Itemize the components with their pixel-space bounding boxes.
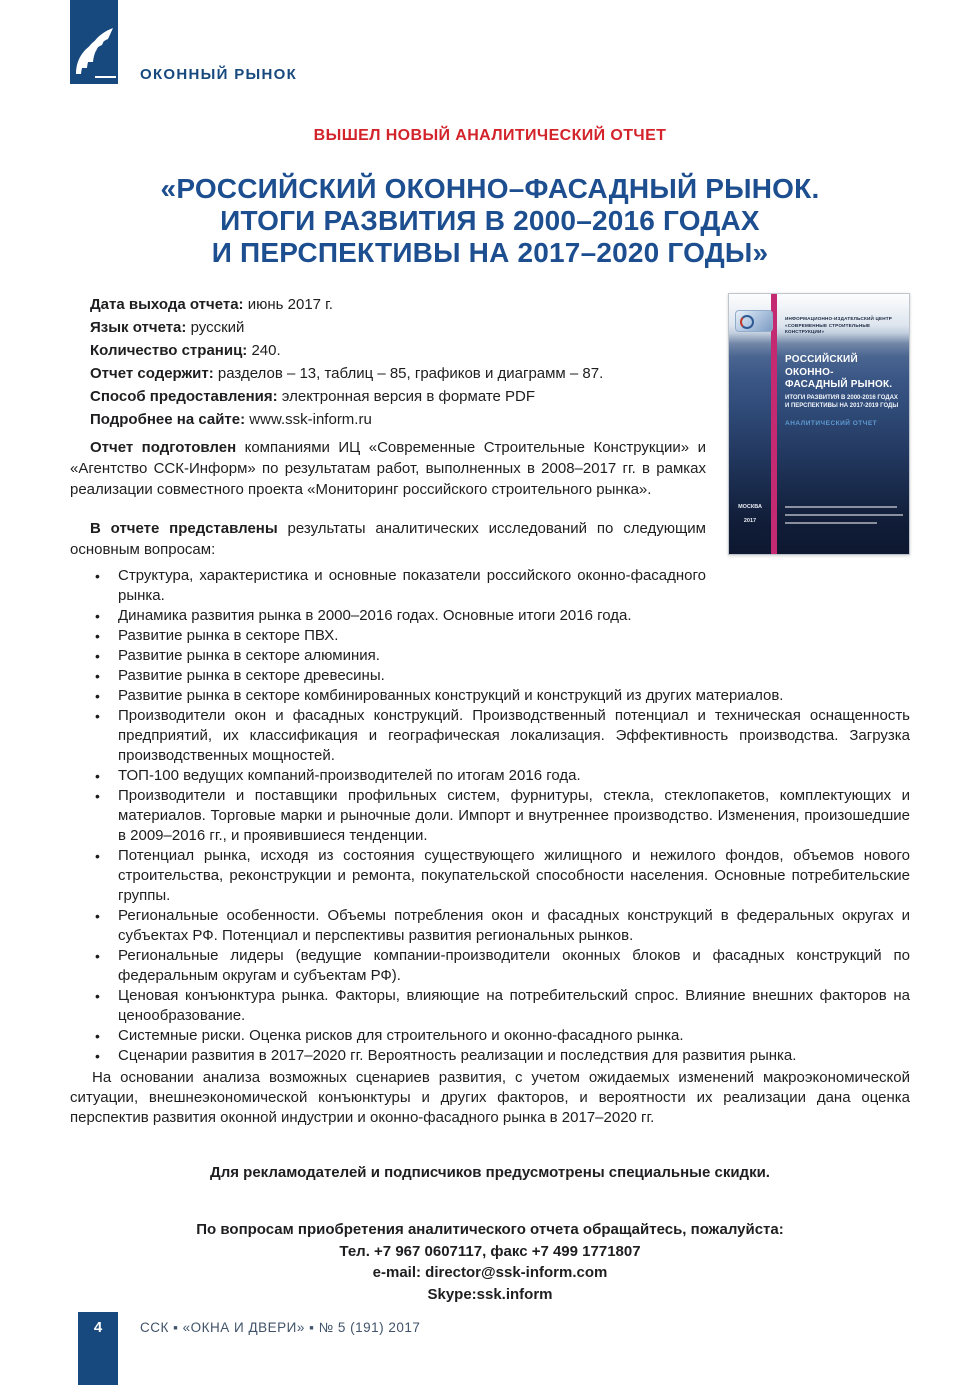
report-title [70,173,910,269]
cover-publisher-line1: ИНФОРМАЦИОННО-ИЗДАТЕЛЬСКИЙ ЦЕНТР [785,316,893,321]
detail-value: разделов – 13, таблиц – 85, графиков и диаграмм – 87. [217,365,604,382]
detail-label: Язык отчета: [90,319,187,336]
cover-contact-text-line [785,506,897,508]
paragraph-text: компаниями ИЦ «Современные Строительные Конструкции» и «Агентство ССК-Информ» по результатам работ, выполненных в 2008–2017 гг. в рамках реализации совместного проекта «Мониторинг российского строительного рынка». [70,439,706,498]
cover-city: МОСКВА [738,504,762,510]
cover-contact-text-line [785,522,877,524]
list-item: • Системные риски. Оценка рисков для строительного и оконно-фасадного рынка. [70,1026,910,1046]
report-title-line-1: «РОССИЙСКИЙ ОКОННО–ФАСАДНЫЙ РЫНОК. [160,173,820,204]
list-item: • Развитие рынка в секторе древесины. [70,666,910,686]
list-item: • Сценарии развития в 2017–2020 гг. Вероятность реализации и последствия для развития рынка. [70,1046,910,1066]
detail-value: электронная версия в формате PDF [281,388,536,405]
cover-title-line1: РОССИЙСКИЙ ОКОННО- [785,354,858,378]
list-item: • ТОП-100 ведущих компаний-производителей по итогам 2016 года. [70,766,910,786]
list-item: • Развитие рынка в секторе алюминия. [70,646,910,666]
contact-heading: По вопросам приобретения аналитического отчета обращайтесь, пожалуйста: [196,1221,784,1238]
cover-contact-text-line [785,514,903,516]
cover-subtitle-line2: И ПЕРСПЕКТИВЫ НА 2017-2019 ГОДЫ [785,403,899,409]
contact-email-line[interactable]: e-mail: director@ssk-inform.com [372,1264,608,1281]
list-item: • Развитие рынка в секторе комбинированных конструкций и конструкций из других материалов. [70,686,910,706]
paragraph-text: результаты аналитических исследований по следующим основным вопросам: [70,520,706,558]
cover-title-line2: ФАСАДНЫЙ РЫНОК. [785,379,893,390]
detail-value: русский [190,319,245,336]
contact-skype-line: Skype:ssk.inform [427,1285,553,1303]
cover-doc-type: АНАЛИТИЧЕСКИЙ ОТЧЕТ [785,420,878,427]
discount-note: Для рекламодателей и подписчиков предусмотрены специальные скидки. [210,1164,770,1181]
fanned-pages-icon [70,0,118,84]
article-body [70,127,910,1305]
cover-publisher-line2: «СОВРЕМЕННЫЕ СТРОИТЕЛЬНЫЕ КОНСТРУКЦИИ» [785,322,871,335]
article-content [70,293,910,1128]
cover-subtitle-line1: ИТОГИ РАЗВИТИЯ В 2000-2016 ГОДАХ [785,395,898,401]
cover-pink-stripe [771,294,777,554]
report-title-line-3: И ПЕРСПЕКТИВЫ НА 2017–2020 ГОДЫ» [211,237,769,268]
cover-title [785,354,909,392]
list-item: • Ценовая конъюнктура рынка. Факторы, влияющие на потребительский спрос. Влияние внешних факторов на ценообразование. [70,986,910,1026]
detail-label: Количество страниц: [90,342,248,359]
list-item: • Производители окон и фасадных конструкций. Производственный потенциал и техническая оснащенность предприятий, их классификация и географическая локализация. Эффективность производства. Загрузка производственных мощностей. [70,706,910,766]
list-item: • Производители и поставщики профильных систем, фурнитуры, стекла, стеклопакетов, комплектующих и материалов. Торговые марки и рыночные доли. Импорт и внутреннее производство. Изменения, произошедшие в 2009–2016 гг., и проявившиеся тенденции. [70,786,910,846]
website-url[interactable]: www.ssk-inform.ru [249,411,372,428]
detail-label: Дата выхода отчета: [90,296,244,313]
detail-label: Подробнее на сайте: [90,411,246,428]
cover-publisher-name [785,316,909,336]
cover-publisher-logo [735,310,773,332]
contact-phone-line: Тел. +7 967 0607117, факс +7 499 1771807 [339,1242,641,1260]
detail-value: июнь 2017 г. [247,296,333,313]
cover-year: 2017 [743,518,757,524]
page-number-block [78,1312,118,1385]
paragraph-closing: На основании анализа возможных сценариев развития, с учетом ожидаемых изменений макроэкономической ситуации, внешнеэкономической конъюнктуры и других факторов, и вероятности их реализации дана оценка перспектив развития оконной индустрии и оконно-фасадного рынка в 2017–2020 гг. [70,1069,910,1126]
list-item: • Региональные особенности. Объемы потребления окон и фасадных конструкций в федеральных округах и субъектах РФ. Потенциал и перспективы развития региональных рынков. [70,906,910,946]
list-item: • Развитие рынка в секторе ПВХ. [70,626,910,646]
list-item: • Структура, характеристика и основные показатели российского оконно-фасадного рынка. [70,566,910,606]
list-item: • Динамика развития рынка в 2000–2016 годах. Основные итоги 2016 года. [70,606,910,626]
section-label: ОКОННЫЙ РЫНОК [140,66,298,83]
list-item: • Региональные лидеры (ведущие компании-производители оконных блоков и фасадных конструкций по федеральным округам и субъектам РФ). [70,946,910,986]
cover-subtitle [785,394,898,410]
detail-label: Способ предоставления: [90,388,278,405]
list-item: • Потенциал рынка, исходя из состояния существующего жилищного и нежилого фондов, объемов нового строительства, реконструкции и ремонта, покупательской способности населения. Основные потребительские группы. [70,846,910,906]
detail-label: Отчет содержит: [90,365,214,382]
contact-block [70,1219,910,1305]
journal-footer-line: ССК ▪ «ОКНА И ДВЕРИ» ▪ № 5 (191) 2017 [140,1320,421,1335]
paragraph-lead: В отчете представлены [90,520,278,537]
paragraph-lead: Отчет подготовлен [90,439,237,456]
report-title-line-2: ИТОГИ РАЗВИТИЯ В 2000–2016 ГОДАХ [220,205,760,236]
detail-value: 240. [251,342,281,359]
publisher-logo [70,0,118,84]
announcement-heading: ВЫШЕЛ НОВЫЙ АНАЛИТИЧЕСКИЙ ОТЧЕТ [313,127,667,144]
topics-list [70,566,910,1066]
page-number: 4 [93,1319,103,1336]
report-cover-image [728,293,910,555]
